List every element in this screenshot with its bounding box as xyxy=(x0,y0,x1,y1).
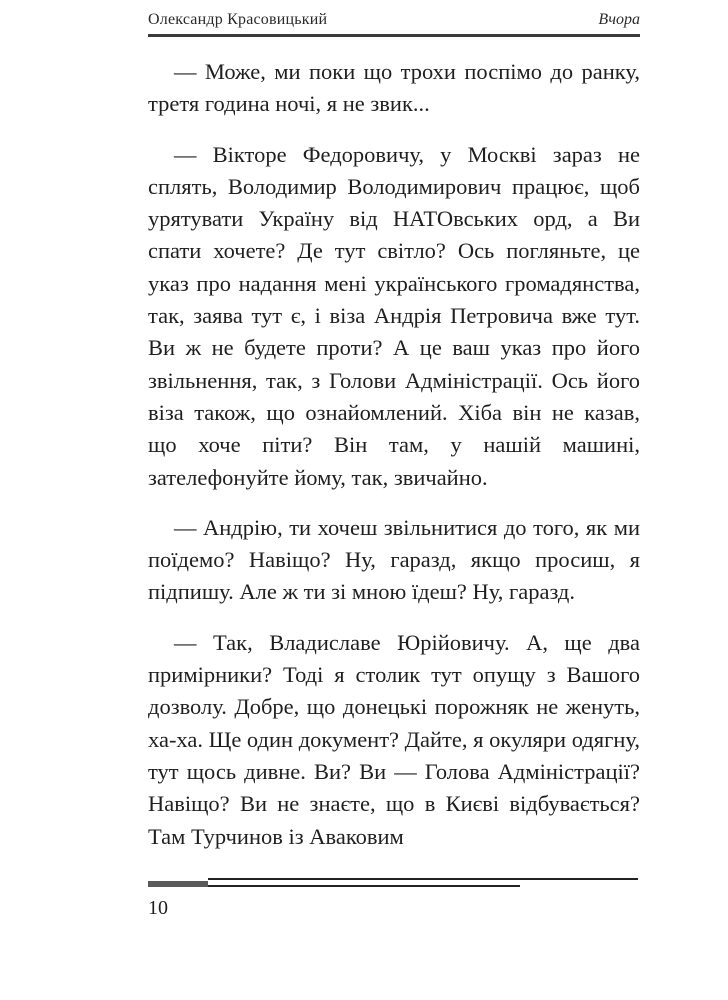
header-rule xyxy=(148,34,640,37)
paragraph: — Андрію, ти хочеш звільнитися до того, як ми поїдемо? Навіщо? Ну, гаразд, якщо просиш, я підпишу. Але ж ти зі мною їдеш? Ну, гаразд. xyxy=(148,514,640,605)
footer-rule xyxy=(148,878,638,890)
footer-rule-thin-bottom xyxy=(208,885,520,887)
paragraph: — Так, Владиславе Юрійовичу. А, ще два примірники? Тоді я столик тут опущу з Вашого дозволу. Добре, що донецькі порожняк не женуть, ха-ха. Ще один документ? Дайте, я окуляри одягну, тут щось дивне. Ви? Ви — Голова Адміністрації? Навіщо? Ви не знаєте, що в Києві відбувається? Там Турчинов із Аваковим xyxy=(148,629,640,849)
footer-rule-thick-segment xyxy=(148,881,208,887)
paragraph: — Вікторе Федоровичу, у Москві зараз не сплять, Володимир Володимирович працює, щоб урятувати Україну від НАТОвських орд, а Ви спати хочете? Де тут світло? Ось погляньте, це указ про надання мені українського громадянства, так, заява тут є, і віза Андрія Петровича вже тут. Ви ж не будете проти? А це ваш указ про його звільнення, так, з Голови Адміністрації. Ось його віза також, що ознайомлений. Хіба він не казав, що хоче піти? Він там, у нашій машині, зателефонуйте йому, так, звичайно. xyxy=(148,141,640,490)
body-text xyxy=(148,56,640,853)
header-book-title: Вчора xyxy=(598,11,640,28)
footer-rule-thin-top xyxy=(208,878,638,880)
header-author: Олександр Красовицький xyxy=(148,11,328,28)
running-header xyxy=(148,8,640,32)
page-number: 10 xyxy=(148,897,168,919)
paragraph: — Може, ми поки що трохи поспімо до ранку, третя година ночі, я не звик... xyxy=(148,59,640,117)
